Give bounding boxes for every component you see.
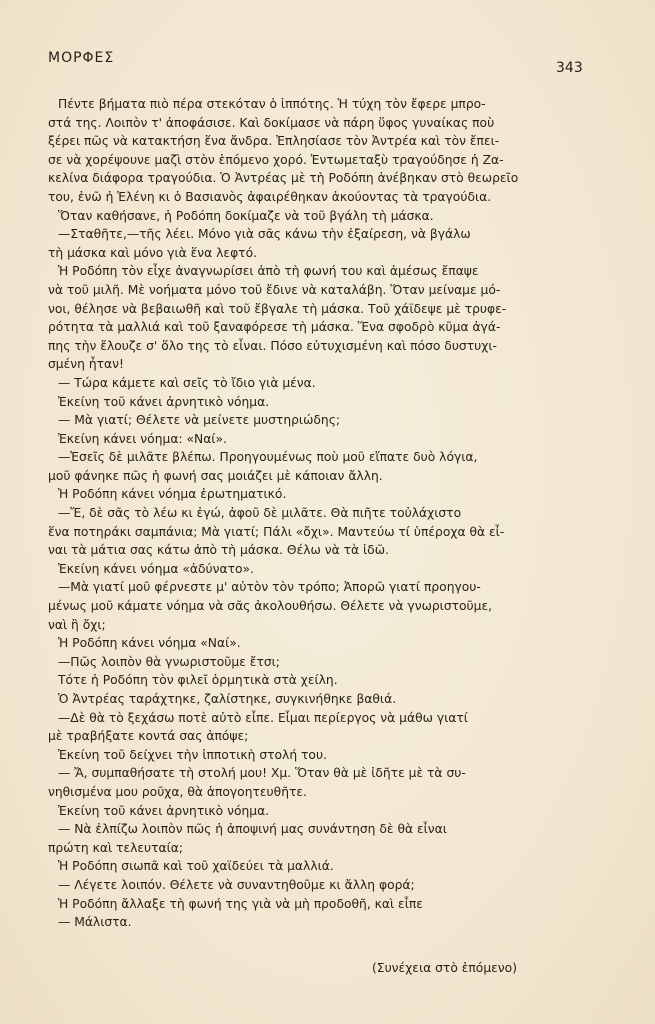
text-line: πρώτη καὶ τελευταία; bbox=[48, 840, 184, 855]
text-line: νὰ τοῦ μιλῆ. Μὲ νοήματα μόνο τοῦ ἔδινε νὰ καταλάβη. Ὅταν μείναμε μό- bbox=[48, 282, 501, 297]
body-text bbox=[48, 95, 608, 932]
text-line: νηθισμένα μου ροῦχα, θὰ ἀπογοητευθῆτε. bbox=[48, 784, 307, 799]
text-line: τὴ μάσκα καὶ μόνο γιὰ ἕνα λεφτό. bbox=[48, 245, 258, 260]
text-line: του, ἐνῶ ἡ Ἑλένη κι ὁ Βασιανὸς ἀφαιρέθηκαν ἀκούοντας τὰ τραγούδια. bbox=[48, 189, 492, 204]
text-line: Τότε ἡ Ροδόπη τὸν φιλεῖ ὁρμητικὰ στὰ χείλη. bbox=[58, 673, 338, 688]
text-line: Ὅταν καθήσανε, ἡ Ροδόπη δοκίμαζε νὰ τοῦ βγάλη τὴ μάσκα. bbox=[58, 208, 434, 223]
text-line: — Λέγετε λοιπόν. Θέλετε νὰ συναντηθοῦμε κι ἄλλη φορά; bbox=[58, 877, 415, 892]
text-line: —Δὲ θὰ τὸ ξεχάσω ποτὲ αὐτὸ εἶπε. Εἶμαι περίεργος νὰ μάθω γιατί bbox=[58, 710, 468, 725]
text-line: —Ἐσεῖς δὲ μιλᾶτε βλέπω. Προηγουμένως ποὺ μοῦ εἴπατε δυὸ λόγια, bbox=[58, 450, 478, 465]
text-line: Ἐκείνη τοῦ κάνει ἀρνητικὸ νόημα. bbox=[58, 394, 270, 409]
text-line: — Ἄ, συμπαθήσατε τὴ στολή μου! Χμ. Ὅταν θὰ μὲ ἰδῆτε μὲ τὰ συ- bbox=[58, 766, 466, 781]
text-line: ξέρει πῶς νὰ κατακτήση ἕνα ἄνδρα. Ἐπλησίασε τὸν Ἀντρέα καὶ τὸν ἔπει- bbox=[48, 134, 500, 149]
text-line: μὲ τραβήξατε κοντά σας ἀπόψε; bbox=[48, 729, 249, 744]
text-line: — Μὰ γιατί; Θέλετε νὰ μείνετε μυστηριώδης; bbox=[58, 413, 341, 428]
text-line: νοι, θέλησε νὰ βεβαιωθῆ καὶ τοῦ ἔβγαλε τὴ μάσκα. Τοῦ χάϊδεψε μὲ τρυφε- bbox=[48, 301, 507, 316]
text-line: Ὁ Ἀντρέας ταράχτηκε, ζαλίστηκε, συγκινήθηκε βαθιά. bbox=[58, 692, 397, 706]
text-line: σμένη ἦταν! bbox=[48, 357, 124, 372]
text-line: —Σταθῆτε,—τῆς λέει. Μόνο γιὰ σᾶς κάνω τὴν ἐξαίρεση, νὰ βγάλω bbox=[58, 227, 471, 242]
text-line: — Τώρα κάμετε καὶ σεῖς τὸ ἴδιο γιὰ μένα. bbox=[58, 375, 316, 390]
text-line: Ἐκείνη τοῦ κάνει ἀρνητικὸ νόημα. bbox=[58, 803, 270, 818]
text-line: Ἡ Ροδόπη κάνει νόημα ἐρωτηματικό. bbox=[58, 487, 287, 502]
text-line: ἕνα ποτηράκι σαμπάνια; Μὰ γιατί; Πάλι «ὄχι». Μαντεύω τί ὑπέροχα θὰ εἶ- bbox=[48, 524, 505, 539]
text-line: Πέντε βήματα πιὸ πέρα στεκόταν ὁ ἱππότης. Ἡ τύχη τὸν ἔφερε μπρο- bbox=[58, 97, 486, 111]
continuation-note: (Συνέχεια στὸ ἑπόμενο) bbox=[372, 961, 517, 975]
text-line: μοῦ φάνηκε πῶς ἡ φωνή σας μοιάζει μὲ κάποιαν ἄλλη. bbox=[48, 468, 383, 483]
text-line: μένως μοῦ κάματε νόημα νὰ σᾶς ἀκολουθήσω. Θέλετε νὰ γνωριστοῦμε, bbox=[48, 599, 493, 614]
text-line: Ἡ Ροδόπη ἄλλαξε τὴ φωνή της γιὰ νὰ μὴ προδοθῆ, καὶ εἶπε bbox=[58, 896, 423, 911]
text-line: —Ἔ, δὲ σᾶς τὸ λέω κι ἐγώ, ἀφοῦ δὲ μιλᾶτε. Θὰ πιῆτε τοὐλάχιστο bbox=[58, 506, 462, 521]
text-line: — Μάλιστα. bbox=[58, 915, 132, 930]
running-header-title: ΜΟΡΦΕΣ bbox=[48, 50, 115, 66]
page-number: 343 bbox=[556, 60, 583, 76]
text-line: στά της. Λοιπὸν τ' ἀποφάσισε. Καὶ δοκίμασε νὰ πάρη ὕφος γυναίκας ποὺ bbox=[48, 115, 495, 130]
text-line: ρότητα τὰ μαλλιά καὶ τοῦ ξαναφόρεσε τὴ μάσκα. Ἕνα σφοδρὸ κῦμα ἀγά- bbox=[48, 320, 501, 335]
text-line: Ἡ Ροδόπη σιωπᾶ καὶ τοῦ χαϊδεύει τὰ μαλλιά. bbox=[58, 859, 334, 874]
text-line: σε νὰ χορέψουνε μαζὶ στὸν ἑπόμενο χορό. Ἐντωμεταξὺ τραγούδησε ἡ Ζα- bbox=[48, 152, 504, 167]
text-line: —Πῶς λοιπὸν θὰ γνωριστοῦμε ἔτσι; bbox=[58, 654, 280, 669]
text-line: κελίνα διάφορα τραγούδια. Ὁ Ἀντρέας μὲ τὴ Ροδόπη ἀνέβηκαν στὸ θεωρεῖο bbox=[48, 171, 519, 186]
text-line: Ἡ Ροδόπη τὸν εἶχε ἀναγνωρίσει ἀπὸ τὴ φωνή του καὶ ἀμέσως ἔπαψε bbox=[58, 264, 479, 279]
text-line: ναὶ ἢ ὄχι; bbox=[48, 617, 106, 632]
text-line: Ἐκείνη κάνει νόημα: «Ναί». bbox=[58, 431, 227, 446]
text-line: Ἡ Ροδόπη κάνει νόημα «Ναί». bbox=[58, 636, 241, 651]
text-line: Ἐκείνη κάνει νόημα «ἀδύνατο». bbox=[58, 561, 254, 576]
text-line: ναι τὰ μάτια σας κάτω ἀπὸ τὴ μάσκα. Θέλω νὰ τὰ ἰδῶ. bbox=[48, 543, 389, 558]
text-line: —Μὰ γιατί μοῦ φέρνεστε μ' αὐτὸν τὸν τρόπο; Ἀπορῶ γιατί προηγου- bbox=[58, 580, 481, 595]
text-line: πης τὴν ἔλουζε σ' ὅλο της τὸ εἶναι. Πόσο εὐτυχισμένη καὶ πόσο δυστυχι- bbox=[48, 338, 497, 353]
text-line: Ἐκείνη τοῦ δείχνει τὴν ἱπποτικὴ στολή του. bbox=[58, 747, 327, 762]
text-line: — Νὰ ἐλπίζω λοιπὸν πῶς ἡ ἀποψινή μας συνάντηση δὲ θὰ εἶναι bbox=[58, 822, 447, 837]
